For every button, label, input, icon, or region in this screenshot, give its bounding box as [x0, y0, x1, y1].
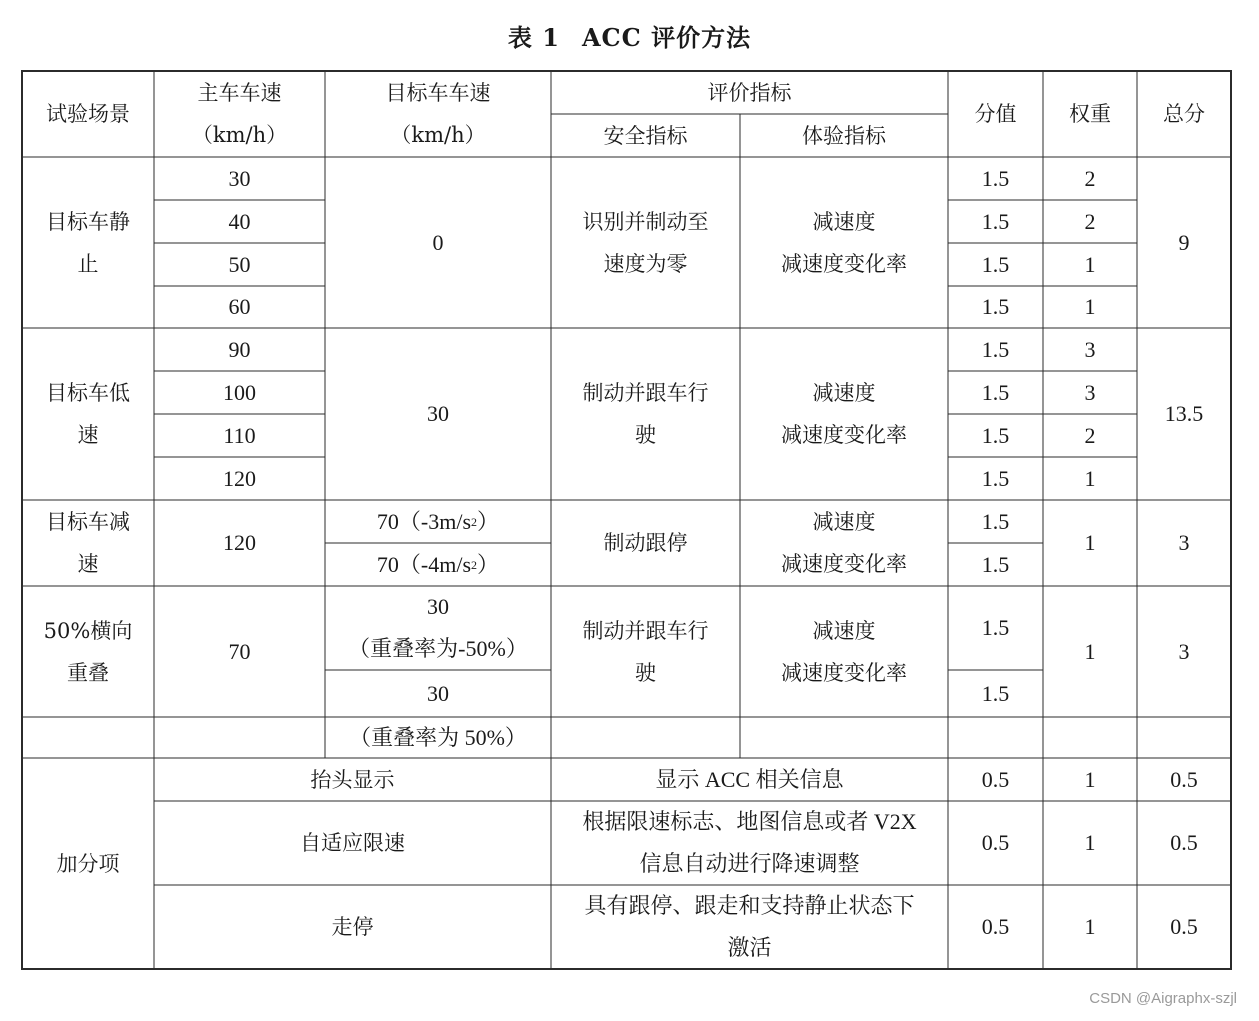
score-cell: 1.5: [981, 251, 1010, 277]
header-safety-index: 安全指标: [603, 123, 688, 148]
bonus-item-cell: 走停: [331, 915, 374, 939]
score-cell: 1.5: [981, 508, 1010, 534]
total-cell: 3: [1178, 530, 1190, 555]
weight-cell: 1: [1084, 914, 1096, 939]
target-speed-value: 70（-4m/s: [376, 551, 472, 577]
weight-cell: 1: [1084, 830, 1096, 855]
ego-speed-cell: 70: [228, 638, 251, 664]
target-speed-cell: 0: [432, 229, 444, 255]
header-target-speed: 目标车车速 （km/h）: [385, 81, 491, 147]
header-score: 分值: [974, 102, 1017, 126]
watermark: CSDN @Aigraphx-szjl: [1089, 990, 1237, 1007]
score-cell: 1.5: [981, 336, 1010, 362]
ego-speed-cell: 60: [228, 294, 251, 319]
ego-speed-cell: 90: [228, 336, 251, 362]
score-cell: 1.5: [981, 465, 1010, 491]
experience-index-cell: 减速度 减速度变化率: [781, 209, 907, 276]
score-cell: 1.5: [981, 379, 1010, 405]
score-cell: 0.5: [981, 830, 1010, 855]
scene-cell: 目标车静 止: [46, 209, 130, 276]
weight-cell: 2: [1084, 208, 1096, 234]
weight-cell: 1: [1084, 251, 1096, 277]
safety-index-cell: 制动跟停: [603, 531, 688, 555]
total-cell: 3: [1178, 638, 1190, 664]
score-cell: 0.5: [981, 914, 1010, 939]
score-cell: 1.5: [981, 551, 1010, 577]
target-speed-cell: 70（-4m/s 2 ）: [325, 543, 551, 586]
scene-cell: 目标车减 速: [46, 510, 130, 576]
bonus-desc-cell: 根据限速标志、地图信息或者 V2X 信息自动进行降速调整: [582, 809, 917, 876]
safety-index-cell: 制动并跟车行 驶: [582, 618, 709, 685]
header-scene: 试验场景: [46, 102, 130, 126]
weight-cell: 1: [1084, 766, 1096, 792]
total-cell: 0.5: [1170, 914, 1198, 939]
ego-speed-cell: 120: [223, 530, 256, 555]
weight-cell: 3: [1084, 336, 1096, 362]
scene-cell: 目标车低 速: [46, 381, 130, 447]
ego-speed-cell: 120: [223, 465, 256, 491]
total-cell: 0.5: [1170, 830, 1198, 855]
header-total: 总分: [1163, 102, 1205, 126]
header-weight: 权重: [1069, 102, 1111, 126]
bonus-item-cell: 抬头显示: [310, 767, 395, 792]
total-cell: 0.5: [1170, 766, 1198, 792]
score-cell: 1.5: [981, 422, 1010, 448]
score-cell: 1.5: [981, 680, 1010, 706]
ego-speed-cell: 100: [223, 379, 256, 405]
ego-speed-cell: 30: [228, 165, 251, 191]
weight-cell: 1: [1084, 530, 1096, 555]
table-caption: ACC 评价方法: [581, 23, 752, 52]
score-cell: 1.5: [981, 294, 1010, 319]
header-eval-index: 评价指标: [707, 80, 792, 105]
weight-cell: 1: [1084, 294, 1096, 319]
ego-speed-cell: 50: [228, 251, 251, 277]
score-cell: 1.5: [981, 615, 1010, 640]
total-cell: 13.5: [1164, 401, 1204, 426]
score-cell: 1.5: [981, 208, 1010, 234]
experience-index-cell: 减速度 减速度变化率: [781, 618, 907, 685]
ego-speed-cell: 110: [223, 422, 256, 448]
weight-cell: 1: [1084, 638, 1096, 664]
target-speed-cell: 70（-3m/s 2 ）: [325, 500, 551, 543]
experience-index-cell: 减速度 减速度变化率: [781, 381, 907, 447]
header-ego-speed: 主车车速 （km/h）: [191, 81, 288, 147]
bracket: ）: [477, 508, 500, 534]
bonus-desc-cell: 具有跟停、跟走和支持静止状态下 激活: [584, 893, 915, 960]
score-cell: 0.5: [981, 766, 1010, 792]
weight-cell: 1: [1084, 465, 1096, 491]
target-speed-cell: 30: [427, 680, 449, 706]
total-cell: 9: [1178, 229, 1190, 255]
target-speed-cell: 30 （重叠率为-50%）: [348, 594, 528, 661]
weight-cell: 2: [1084, 165, 1096, 191]
experience-index-cell: 减速度 减速度变化率: [781, 510, 907, 576]
ego-speed-cell: 40: [228, 208, 251, 234]
bonus-scene-cell: 加分项: [56, 851, 120, 876]
target-speed-cell: （重叠率为 50%）: [349, 724, 527, 750]
bracket: ）: [477, 551, 500, 577]
safety-index-cell: 识别并制动至 速度为零: [582, 209, 709, 276]
weight-cell: 2: [1084, 422, 1096, 448]
target-speed-value: 70（-3m/s: [376, 508, 472, 534]
scene-cell: 50%横向 重叠: [43, 618, 133, 685]
bonus-item-cell: 自适应限速: [300, 831, 405, 855]
bonus-desc-cell: 显示 ACC 相关信息: [655, 766, 844, 792]
score-cell: 1.5: [981, 165, 1010, 191]
weight-cell: 3: [1084, 379, 1096, 405]
safety-index-cell: 制动并跟车行 驶: [582, 381, 709, 447]
target-speed-cell: 30: [427, 401, 449, 426]
table-number: 表 1: [507, 23, 560, 52]
header-experience-index: 体验指标: [802, 123, 886, 148]
